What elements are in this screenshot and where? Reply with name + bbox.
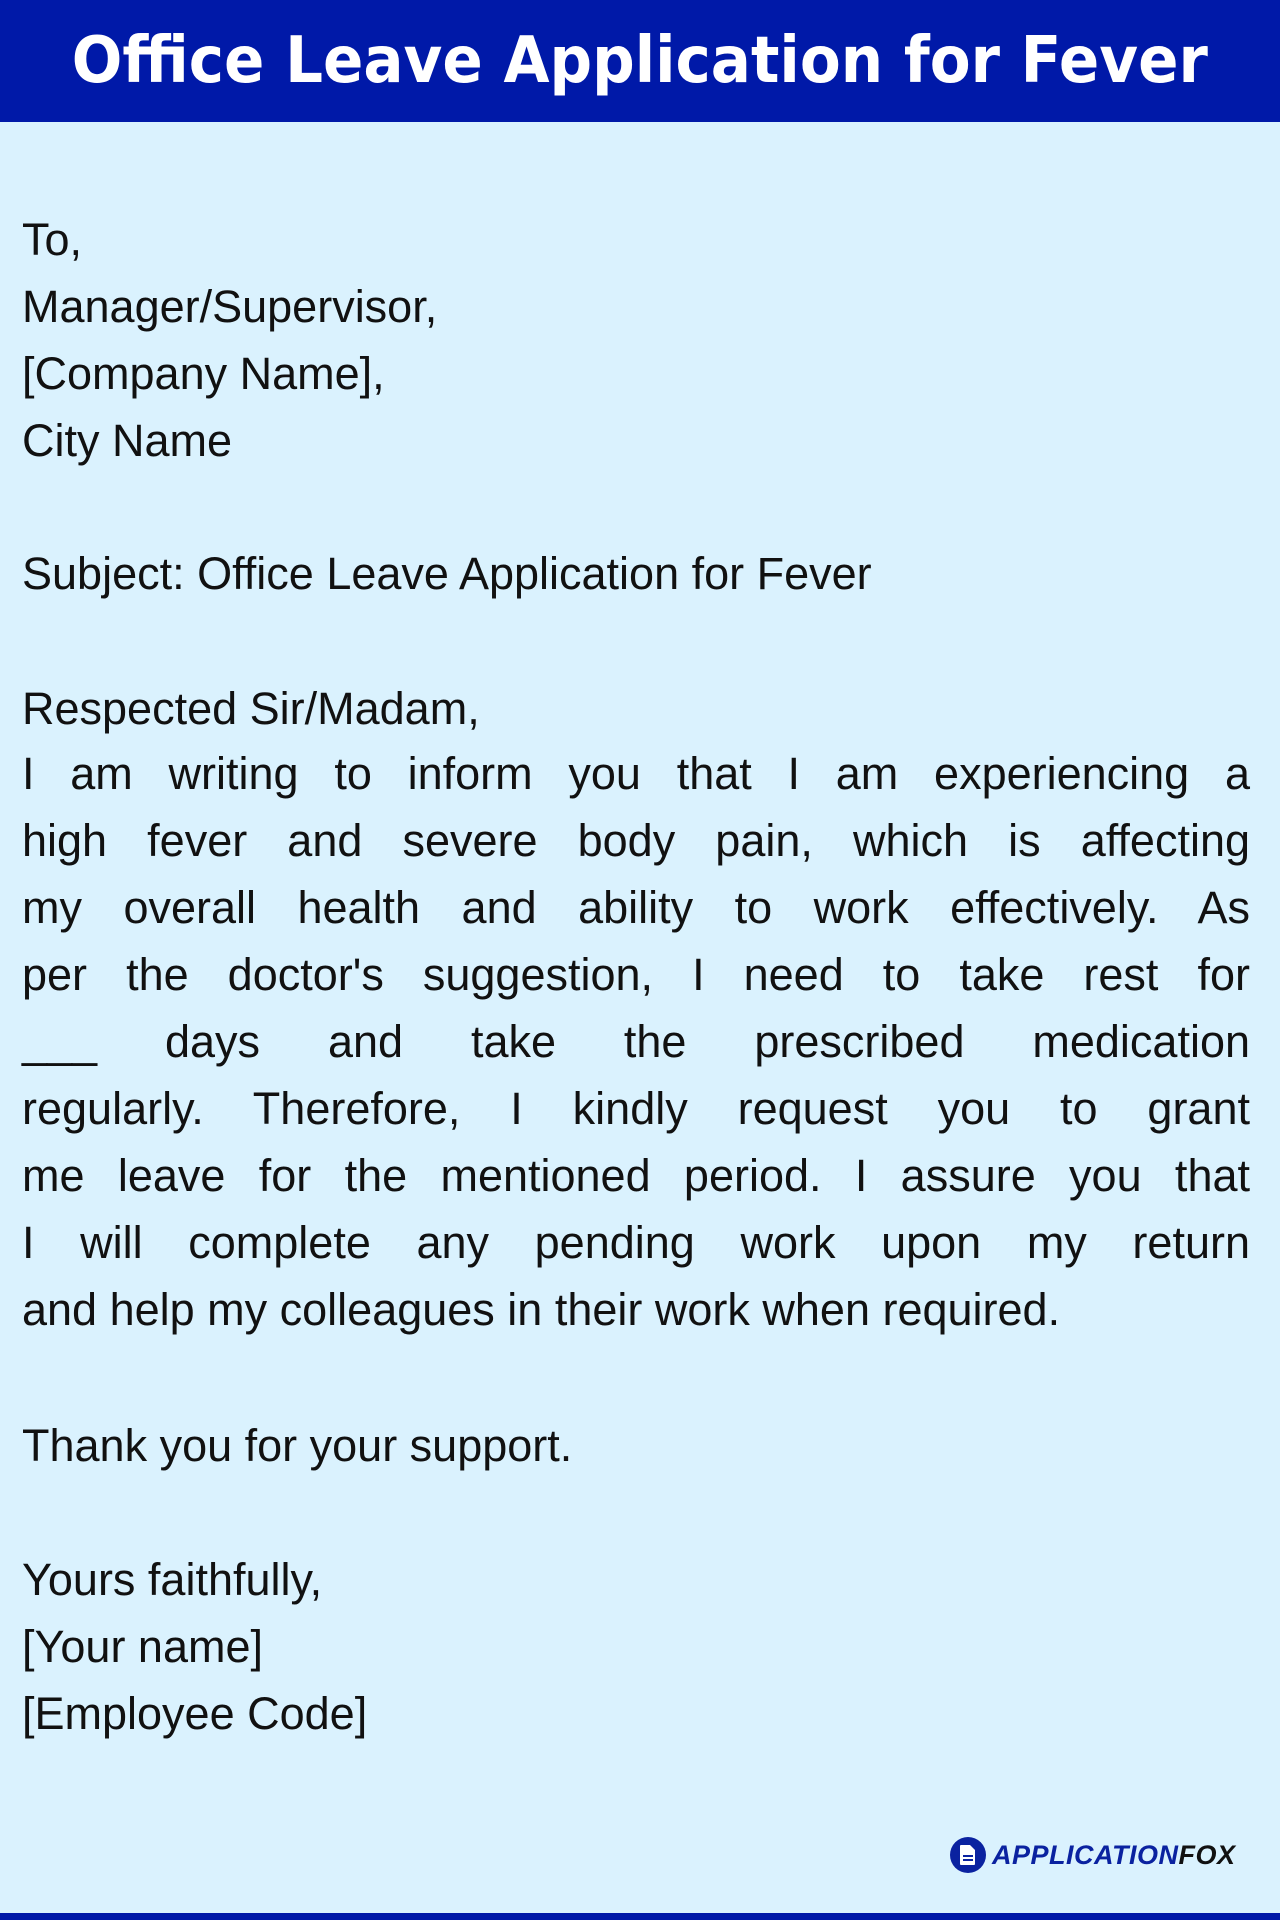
employee-code-line: [Employee Code]	[22, 1688, 368, 1739]
body-line: ___ days and take the prescribed medication	[22, 1016, 1250, 1067]
bottom-border	[0, 1913, 1280, 1920]
thanks-line: Thank you for your support.	[22, 1420, 573, 1471]
closing-line: Yours faithfully,	[22, 1554, 323, 1605]
title-banner	[0, 0, 1280, 122]
city-line: City Name	[22, 415, 233, 466]
logo-text-application: APPLICATION	[992, 1839, 1179, 1870]
to-line: To,	[22, 214, 83, 265]
subject-line: Subject: Office Leave Application for Fever	[22, 548, 872, 599]
recipient-line: Manager/Supervisor,	[22, 281, 438, 332]
body-line: regularly. Therefore, I kindly request you to grant	[22, 1083, 1250, 1134]
applicationfox-logo	[950, 1837, 1236, 1873]
document-icon	[950, 1837, 986, 1873]
body-line: I will complete any pending work upon my return	[22, 1217, 1250, 1268]
name-line: [Your name]	[22, 1621, 263, 1672]
body-line: my overall health and ability to work effectively. As	[22, 882, 1250, 933]
body-line: and help my colleagues in their work when required.	[22, 1284, 1061, 1335]
salutation-line: Respected Sir/Madam,	[22, 683, 480, 734]
body-line: per the doctor's suggestion, I need to take rest for	[22, 949, 1250, 1000]
body-line: me leave for the mentioned period. I assure you that	[22, 1150, 1250, 1201]
body-line: high fever and severe body pain, which is affecting	[22, 815, 1250, 866]
page-title: Office Leave Application for Fever	[71, 24, 1209, 98]
logo-text-fox: FOX	[1178, 1839, 1236, 1870]
letter-body	[22, 740, 1250, 1343]
body-line: I am writing to inform you that I am experiencing a	[22, 748, 1250, 799]
logo-wordmark	[992, 1840, 1236, 1871]
company-line: [Company Name],	[22, 348, 385, 399]
